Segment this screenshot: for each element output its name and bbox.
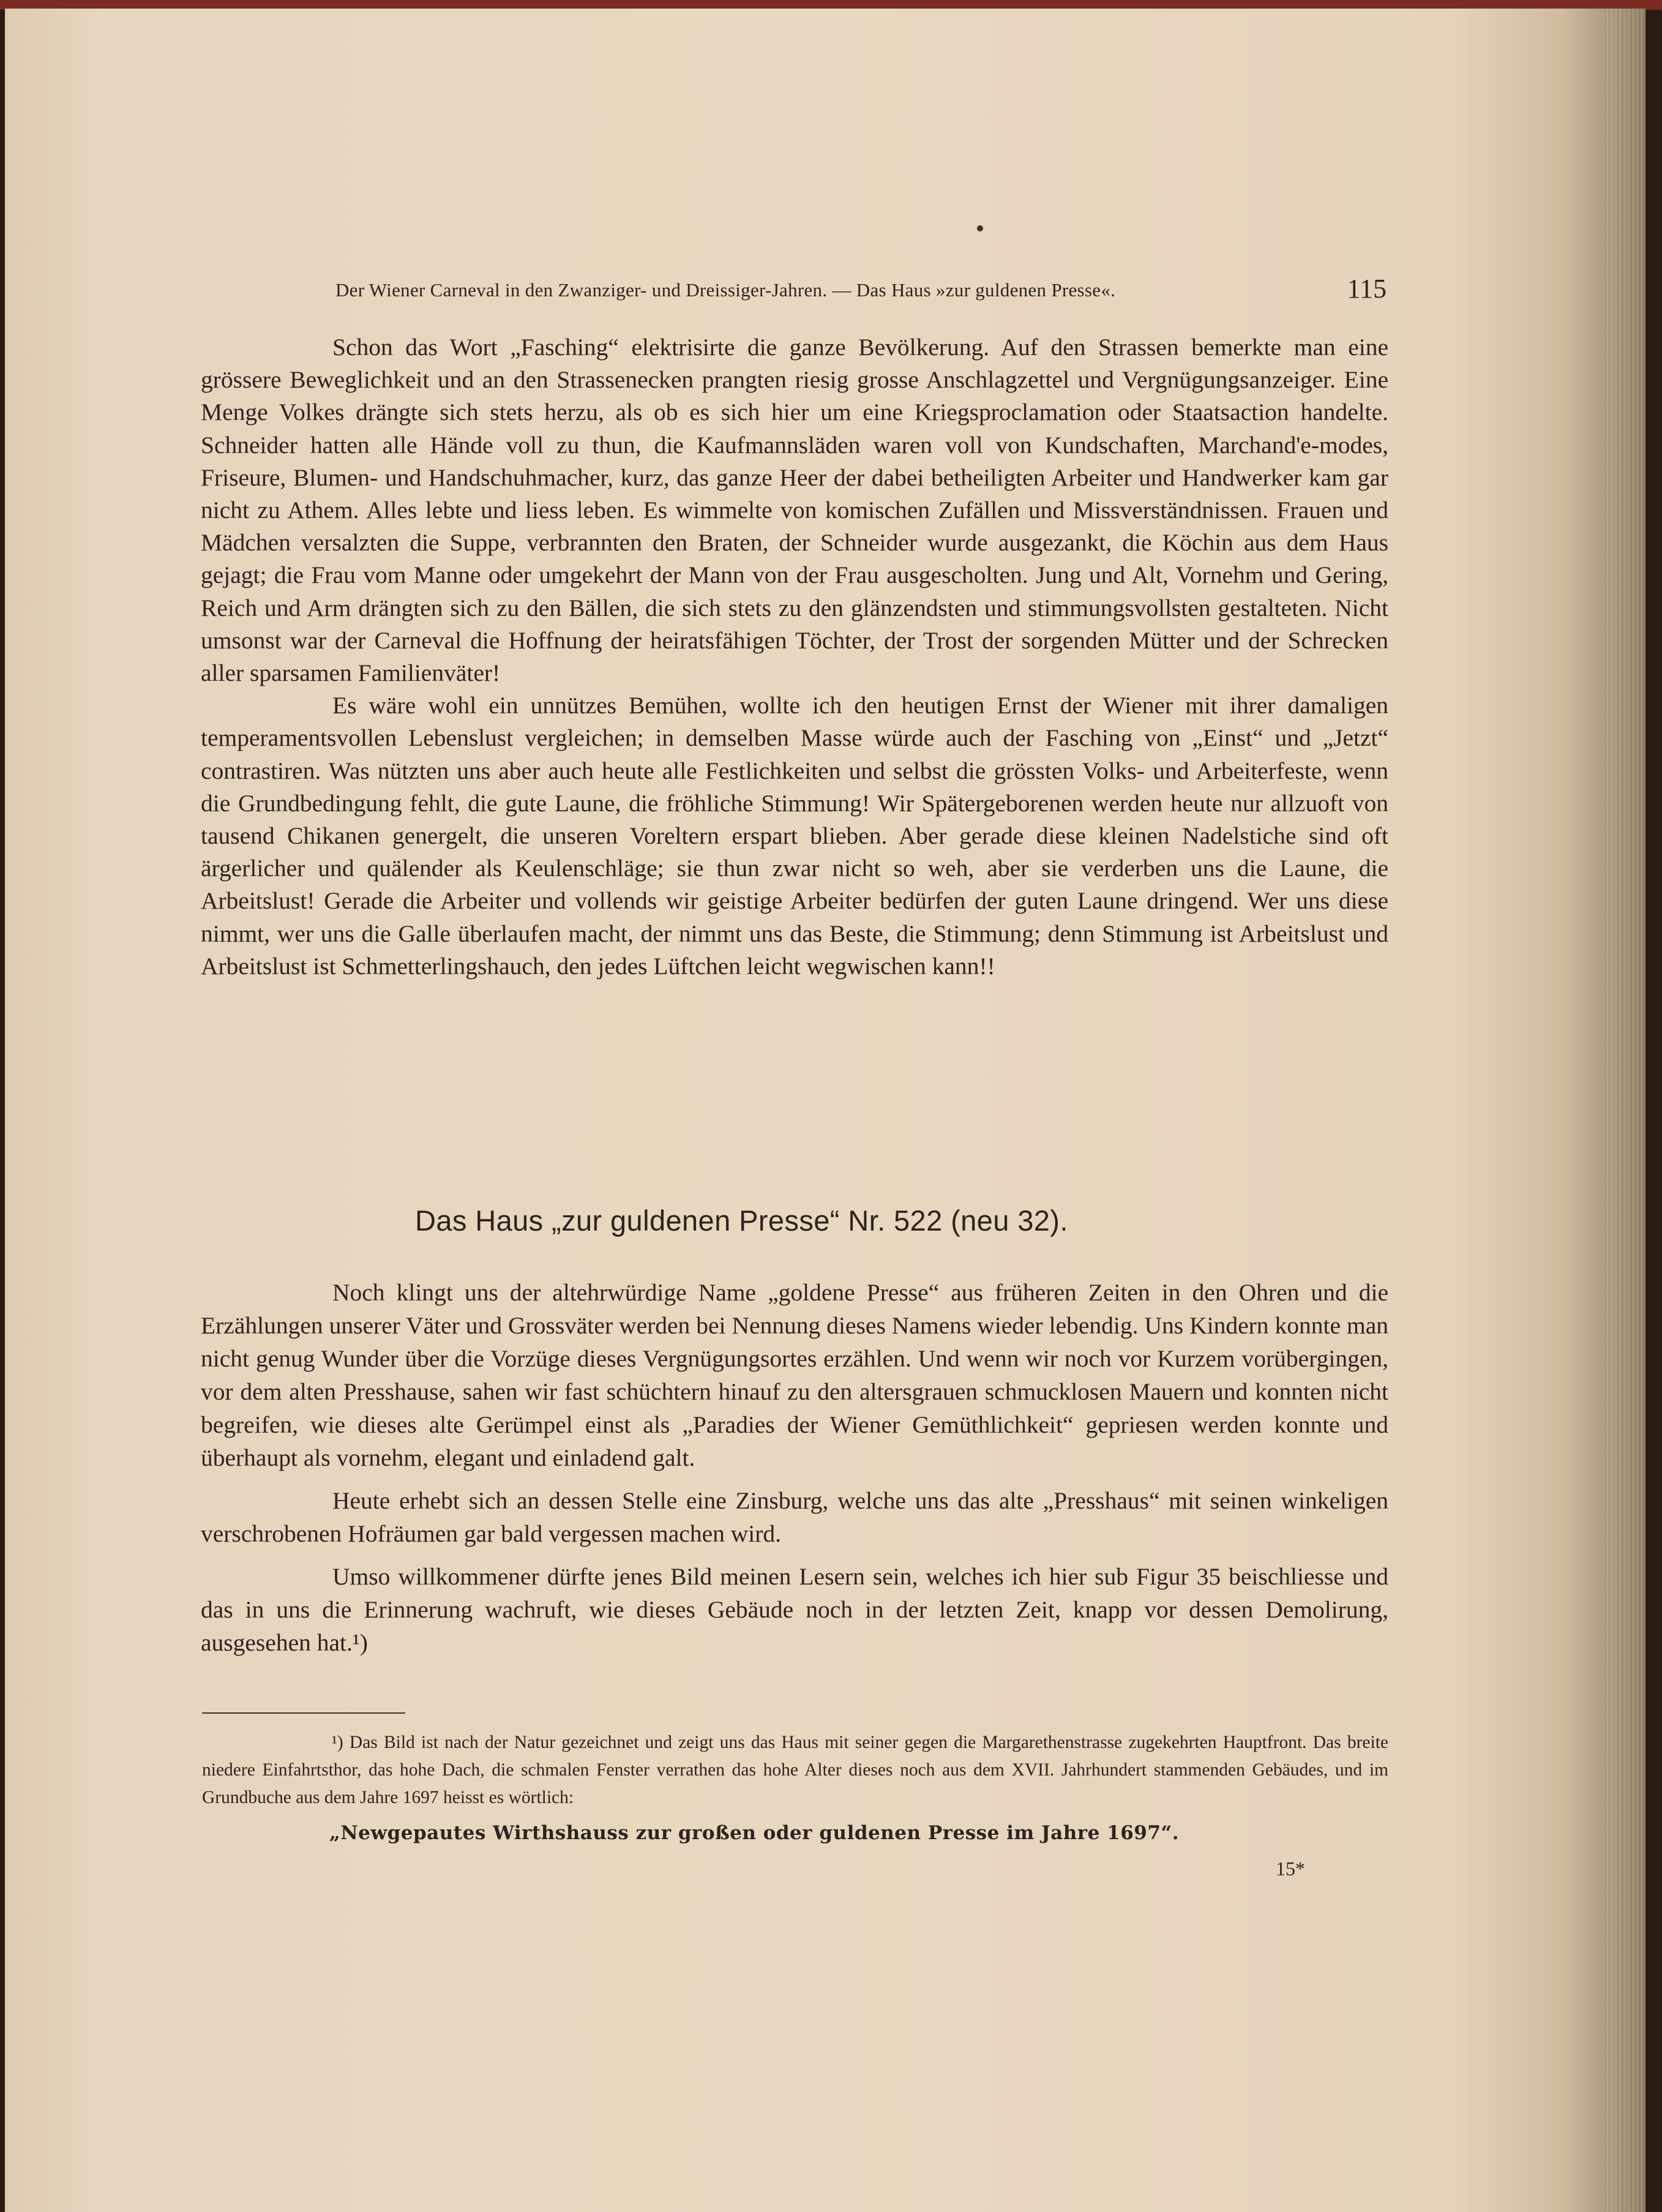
paragraph: Schon das Wort „Fasching“ elektrisirte die ganze Bevölkerung. Auf den Strassen bemerkte man eine grössere Beweglichkeit und an den Strassenecken prangten riesig grosse Anschlagzettel und Vergnügungsanzeiger. Eine Menge Volkes drängte sich stets herzu, als ob es sich hier um eine Kriegsproclamation oder Staatsaction handelte. Schneider hatten alle Hände voll zu thun, die Kaufmannsläden waren voll von Kundschaften, Marchand'e-modes, Friseure, Blumen- und Handschuhmacher, kurz, das ganze Heer der dabei betheiligten Arbeiter und Handwerker kam gar nicht zu Athem. Alles lebte und liess leben. Es wimmelte von komischen Zufällen und Missverständnissen. Frauen und Mädchen versalzten die Suppe, verbrannten den Braten, der Schneider wurde ausgezankt, die Köchin aus dem Haus gejagt; die Frau vom Manne oder umgekehrt der Mann von der Frau ausgescholten. Jung und Alt, Vornehm und Gering, Reich und Arm drängten sich zu den Bällen, die sich stets zu den glänzendsten und stimmungsvollsten gestalteten. Nicht umsonst war der Carneval die Hoffnung der heiratsfähigen Töchter, der Trost der sorgenden Mütter und der Schrecken aller sparsamen Familienväter! xyxy=(201,334,1388,687)
section-heading: Das Haus „zur guldenen Presse“ Nr. 522 (neu 32). xyxy=(415,1204,1068,1237)
running-header xyxy=(335,273,1391,316)
carneval-section xyxy=(201,331,1388,983)
paragraph: Es wäre wohl ein unnützes Bemühen, wollte ich den heutigen Ernst der Wiener mit ihrer damaligen temperamentsvollen Lebenslust vergleichen; in demselben Masse würde auch der Fasching von „Einst“ und „Jetzt“ contrastiren. Was nützten uns aber auch heute alle Festlichkeiten und selbst die grössten Volks- und Arbeiterfeste, wenn die Grundbedingung fehlt, die gute Laune, die fröhliche Stimmung! Wir Spätergeborenen werden heute nur allzuoft von tausend Chikanen genergelt, die unseren Voreltern erspart blieben. Aber gerade diese kleinen Nadelstiche sind oft ärgerlicher und quälender als Keulenschläge; sie thun zwar nicht so weh, aber sie verderben uns die Laune, die Arbeitslust! Gerade die Arbeiter und vollends wir geistige Arbeiter bedürfen der guten Laune dringend. Wer uns diese nimmt, wer uns die Galle überlaufen macht, der nimmt uns das Beste, die Stimmung; denn Stimmung ist Arbeitslust und Arbeitslust ist Schmetterlingshauch, den jedes Lüftchen leicht wegwischen kann!! xyxy=(201,692,1388,980)
running-title: Der Wiener Carneval in den Zwanziger- und Dreissiger-Jahren. — Das Haus »zur guldenen Presse«. xyxy=(335,279,1116,301)
page-edge-stack xyxy=(1603,9,1645,2212)
paragraph: Heute erhebt sich an dessen Stelle eine Zinsburg, welche uns das alte „Presshaus“ mit seinen winkeligen verschrobenen Hofräumen gar bald vergessen machen wird. xyxy=(201,1487,1388,1547)
book-page xyxy=(5,9,1645,2212)
presse-section xyxy=(201,1276,1388,1659)
paragraph: Umso willkommener dürfte jenes Bild meinen Lesern sein, welches ich hier sub Figur 35 beischliesse und das in uns die Erinnerung wachruft, wie dieses Gebäude noch in der letzten Zeit, knapp vor dessen Demolirung, ausgesehen hat.¹) xyxy=(201,1563,1388,1656)
signature-mark: 15* xyxy=(1276,1858,1305,1880)
paragraph: Noch klingt uns der altehrwürdige Name „goldene Presse“ aus früheren Zeiten in den Ohren und die Erzählungen unserer Väter und Grossväter werden bei Nennung dieses Namens wieder lebendig. Uns Kindern konnte man nicht genug Wunder über die Vorzüge dieses Vergnügungsortes erzählen. Und wenn wir noch vor Kurzem vorübergingen, vor dem alten Presshause, sahen wir fast schüchtern hinauf zu den altersgrauen schmucklosen Mauern und konnten nicht begreifen, wie dieses alte Gerümpel einst als „Paradies der Wiener Gemüthlichkeit“ gepriesen werden konnte und überhaupt als vornehm, elegant und einladend galt. xyxy=(201,1279,1388,1471)
page-number: 115 xyxy=(1347,274,1387,304)
footnote-quote: „Newgepautes Wirthshauss zur großen oder guldenen Presse im Jahre 1697“. xyxy=(329,1822,1180,1844)
ink-speck xyxy=(977,225,983,231)
footnote-divider xyxy=(202,1712,405,1714)
footnote: ¹) Das Bild ist nach der Natur gezeichnet und zeigt uns das Haus mit seiner gegen die Margarethenstrasse zugekehrten Hauptfront. Das breite niedere Einfahrtsthor, das hohe Dach, die schmalen Fenster verrathen das hohe Alter dieses noch aus dem XVII. Jahrhundert stammenden Gebäudes, und im Grundbuche aus dem Jahre 1697 heisst es wörtlich: xyxy=(202,1733,1388,1807)
